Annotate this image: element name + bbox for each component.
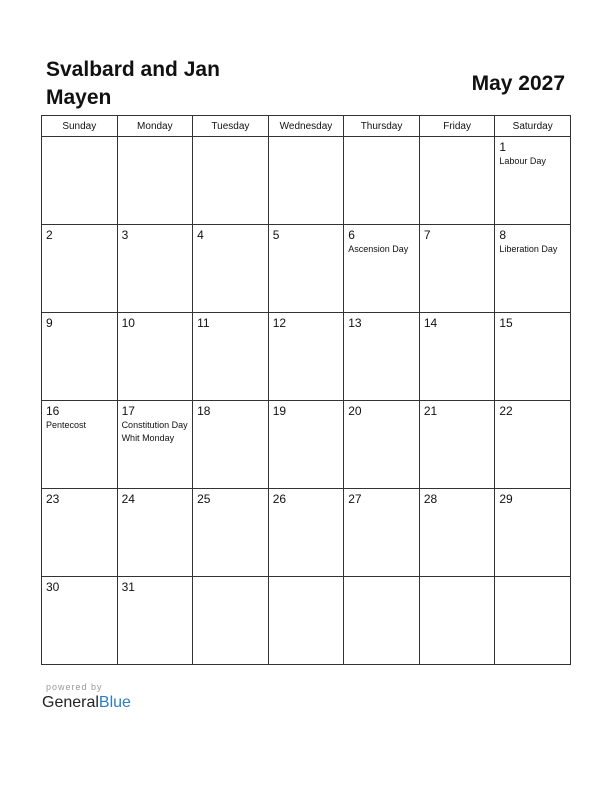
week-row xyxy=(42,137,571,225)
day-cell xyxy=(268,401,344,489)
day-cell xyxy=(193,401,269,489)
weekday-header-row xyxy=(42,116,571,137)
day-cell xyxy=(42,577,118,665)
day-cell xyxy=(419,489,495,577)
weekday-header: Saturday xyxy=(495,116,571,137)
day-number: 30 xyxy=(46,580,60,594)
day-number: 1 xyxy=(499,140,507,154)
weekday-header: Sunday xyxy=(42,116,118,137)
day-cell xyxy=(42,489,118,577)
day-cell xyxy=(495,137,571,225)
day-cell xyxy=(193,577,269,665)
day-cell xyxy=(42,313,118,401)
brand-logo xyxy=(42,694,131,712)
month-year-title: May 2027 xyxy=(471,72,565,95)
day-number: 13 xyxy=(348,316,362,330)
weekday-header: Thursday xyxy=(344,116,420,137)
day-cell xyxy=(268,577,344,665)
day-number: 23 xyxy=(46,492,60,506)
day-cell xyxy=(117,313,193,401)
day-number: 12 xyxy=(272,316,287,330)
day-cell xyxy=(42,137,118,225)
day-number: 21 xyxy=(423,404,438,418)
day-number: 5 xyxy=(272,228,280,242)
week-row xyxy=(42,313,571,401)
day-cell xyxy=(193,137,269,225)
day-number: 15 xyxy=(499,316,513,330)
day-cell xyxy=(193,313,269,401)
day-number: 25 xyxy=(197,492,211,506)
day-cell xyxy=(419,577,495,665)
week-row xyxy=(42,401,571,489)
day-number: 16 xyxy=(46,404,60,418)
day-number: 8 xyxy=(499,228,507,242)
holiday-label: Ascension Day xyxy=(348,244,409,254)
day-cell xyxy=(42,401,118,489)
day-cell xyxy=(117,401,193,489)
weekday-header: Friday xyxy=(419,116,495,137)
day-cell xyxy=(117,225,193,313)
day-cell xyxy=(419,225,495,313)
day-cell xyxy=(344,225,420,313)
day-number: 26 xyxy=(272,492,287,506)
weekday-header: Tuesday xyxy=(193,116,269,137)
day-cell xyxy=(495,577,571,665)
day-number: 2 xyxy=(46,228,53,242)
day-number: 7 xyxy=(423,228,431,242)
day-cell xyxy=(193,225,269,313)
week-row xyxy=(42,577,571,665)
calendar-body xyxy=(42,137,571,665)
holiday-label: Pentecost xyxy=(46,420,87,430)
day-number: 17 xyxy=(121,404,135,418)
calendar-grid xyxy=(41,115,571,665)
day-number: 14 xyxy=(423,316,438,330)
day-cell xyxy=(42,225,118,313)
day-cell xyxy=(117,137,193,225)
day-cell xyxy=(495,401,571,489)
day-cell xyxy=(495,313,571,401)
holiday-label: Constitution Day xyxy=(121,420,188,430)
day-number: 20 xyxy=(348,404,362,418)
day-cell xyxy=(268,489,344,577)
week-row xyxy=(42,225,571,313)
day-cell xyxy=(117,577,193,665)
day-cell xyxy=(344,313,420,401)
weekday-header: Monday xyxy=(117,116,193,137)
brand-general-text: General xyxy=(42,694,99,711)
powered-by-label: powered by xyxy=(46,682,103,692)
day-number: 9 xyxy=(46,316,53,330)
day-number: 10 xyxy=(121,316,135,330)
day-cell xyxy=(495,489,571,577)
day-number: 22 xyxy=(499,404,513,418)
day-cell xyxy=(419,401,495,489)
day-cell xyxy=(419,137,495,225)
day-number: 31 xyxy=(121,580,135,594)
day-cell xyxy=(344,489,420,577)
holiday-label: Labour Day xyxy=(499,156,546,166)
brand-blue-text: Blue xyxy=(98,694,131,711)
day-cell xyxy=(344,137,420,225)
day-number: 6 xyxy=(348,228,355,242)
day-cell xyxy=(193,489,269,577)
day-number: 11 xyxy=(197,316,210,330)
day-cell xyxy=(344,401,420,489)
weekday-header: Wednesday xyxy=(268,116,344,137)
day-number: 24 xyxy=(121,492,135,506)
day-cell xyxy=(495,225,571,313)
day-number: 4 xyxy=(197,228,204,242)
day-cell xyxy=(268,313,344,401)
day-cell xyxy=(117,489,193,577)
day-number: 28 xyxy=(423,492,438,506)
region-title: Svalbard and Jan Mayen xyxy=(46,58,220,109)
day-cell xyxy=(268,137,344,225)
day-cell xyxy=(344,577,420,665)
day-number: 3 xyxy=(121,228,129,242)
week-row xyxy=(42,489,571,577)
day-cell xyxy=(268,225,344,313)
day-number: 29 xyxy=(499,492,513,506)
day-number: 27 xyxy=(348,492,362,506)
day-number: 19 xyxy=(272,404,287,418)
day-cell xyxy=(419,313,495,401)
day-number: 18 xyxy=(197,404,211,418)
holiday-label: Whit Monday xyxy=(121,433,175,443)
holiday-label: Liberation Day xyxy=(499,244,558,254)
